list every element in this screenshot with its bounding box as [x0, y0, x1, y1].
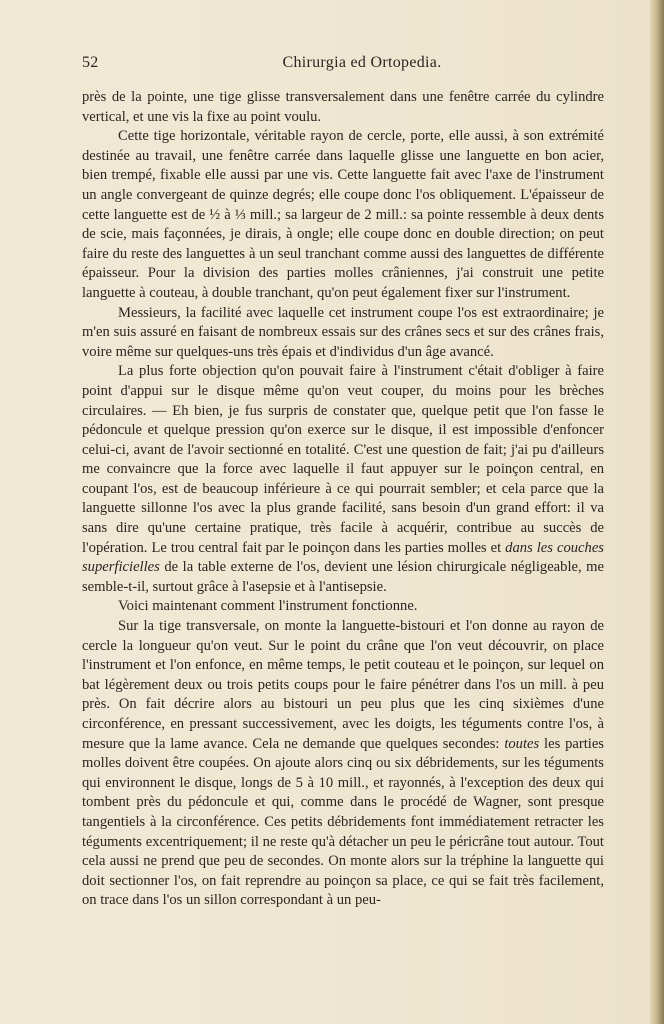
paragraph-text: La plus forte objection qu'on pouvait faire à l'instrument c'était d'obliger à faire point d'appui sur le disque même qu'on veut couper, du moins pour les brèches circulaires. — Eh bien, je fus surpris de constater que, quelque petit que l'on fasse le pédoncule et quelque pression qu'on exerce sur le disque, il est impossible d'enfoncer celui-ci, avant de l'avoir sectionné en totalité. C'est une question de fait; j'ai pu d'ailleurs me convaincre que la force avec laquelle il faut appuyer sur le poinçon central, en coupant l'os, est de beaucoup inférieure à ce qui pourrait sembler; et cela parce que la languette sillonne l'os avec la plus grande facilité, sans besoin d'un grand effort: il va sans dire qu'une certaine pratique, très facile à acquérir, contribue au succès de l'opération. Le trou central fait par le poinçon dans les parties molles et	[82, 363, 604, 556]
italic-text: dans les couches superficielles	[82, 539, 604, 576]
paragraph-text: de la table externe de l'os, devient une lésion chirurgicale négligeable, me semble-t-il, surtout grâce à l'asepsie et à l'antisepsie.	[82, 559, 604, 595]
paragraph	[82, 304, 604, 363]
paragraph-text: Cette tige horizontale, véritable rayon de cercle, porte, elle aussi, à son extrémité destinée au travail, une fenêtre carrée dans laquelle glisse une languette en bon acier, bien trempé, fixable elle aussi par une vis. Cette languette fait avec l'axe de l'instrument un angle convergeant de quinze degrés; elle coupe donc l'os obliquement. L'épaisseur de cette languette est de ½ à ⅓ mill.; sa largeur de 2 mill.: sa pointe ressemble à deux dents de scie, mais façonnées, je dirais, à ongle; elle coupe donc en double direction; on peut faire du reste des languettes à un seul tranchant comme aussi des languettes de différente épaisseur. Pour la division des parties molles crâniennes, j'ai construit une petite languette à couteau, à double tranchant, qu'on peut également fixer sur l'instrument.	[82, 128, 604, 301]
paragraph	[82, 88, 604, 127]
paragraph-text: Messieurs, la facilité avec laquelle cet instrument coupe l'os est extraordinaire; je m'en suis assuré en faisant de nombreux essais sur des crânes secs et sur des crânes frais, voire même sur quelques-uns très épais et d'individus d'un âge avancé.	[82, 304, 604, 360]
page-header	[82, 48, 604, 76]
italic-text: toutes	[504, 735, 540, 752]
page-edge	[650, 0, 664, 1024]
paragraph	[82, 597, 604, 617]
paragraph-text: près de la pointe, une tige glisse transversalement dans une fenêtre carrée du cylindre vertical, et une vis la fixe au point voulu.	[82, 89, 604, 125]
paragraph-text: Sur la tige transversale, on monte la languette-bistouri et l'on donne au rayon de cercle la longueur qu'on veut. Sur le point du crâne que l'on veut découvrir, on place l'instrument et l'on enfonce, en même temps, le petit couteau et le poinçon, sur lequel on bat légèrement deux ou trois petits coups pour le faire pénétrer dans l'os un mill. à peu près. On fait décrire alors au bistouri un peu plus que les cinq sixièmes d'une circonférence, en pressant successivement, avec les doigts, les téguments contre l'os, à mesure que la lame avance. Cela ne demande que quelques secondes:	[82, 618, 604, 752]
running-title: Chirurgia ed Ortopedia.	[282, 54, 442, 71]
paragraph-text: Voici maintenant comment l'instrument fonctionne.	[118, 598, 418, 615]
body-text	[82, 88, 604, 911]
paragraph	[82, 617, 604, 911]
paragraph-text: les parties molles doivent être coupées. On ajoute alors cinq ou six débridements, sur les téguments qui environnent le disque, longs de 5 à 10 mill., et rayonnés, à l'exception des deux qui tombent près du pédoncule et qui, comme dans le procédé de Wagner, sont presque tangentiels à la circonférence. Ces petits débridements font immédiatement retracter les téguments excentriquement; il ne reste qu'à détacher un peu le péricrâne tout autour. Tout cela aussi ne prend que peu de secondes. On monte alors sur la tréphine la languette qui doit sectionner l'os, on fait reprendre au poinçon sa place, ce qui se fait très facilement, on trace dans l'os un sillon correspondant à un peu-	[82, 735, 604, 909]
paragraph	[82, 127, 604, 303]
paragraph	[82, 362, 604, 597]
page-number: 52	[82, 54, 99, 71]
